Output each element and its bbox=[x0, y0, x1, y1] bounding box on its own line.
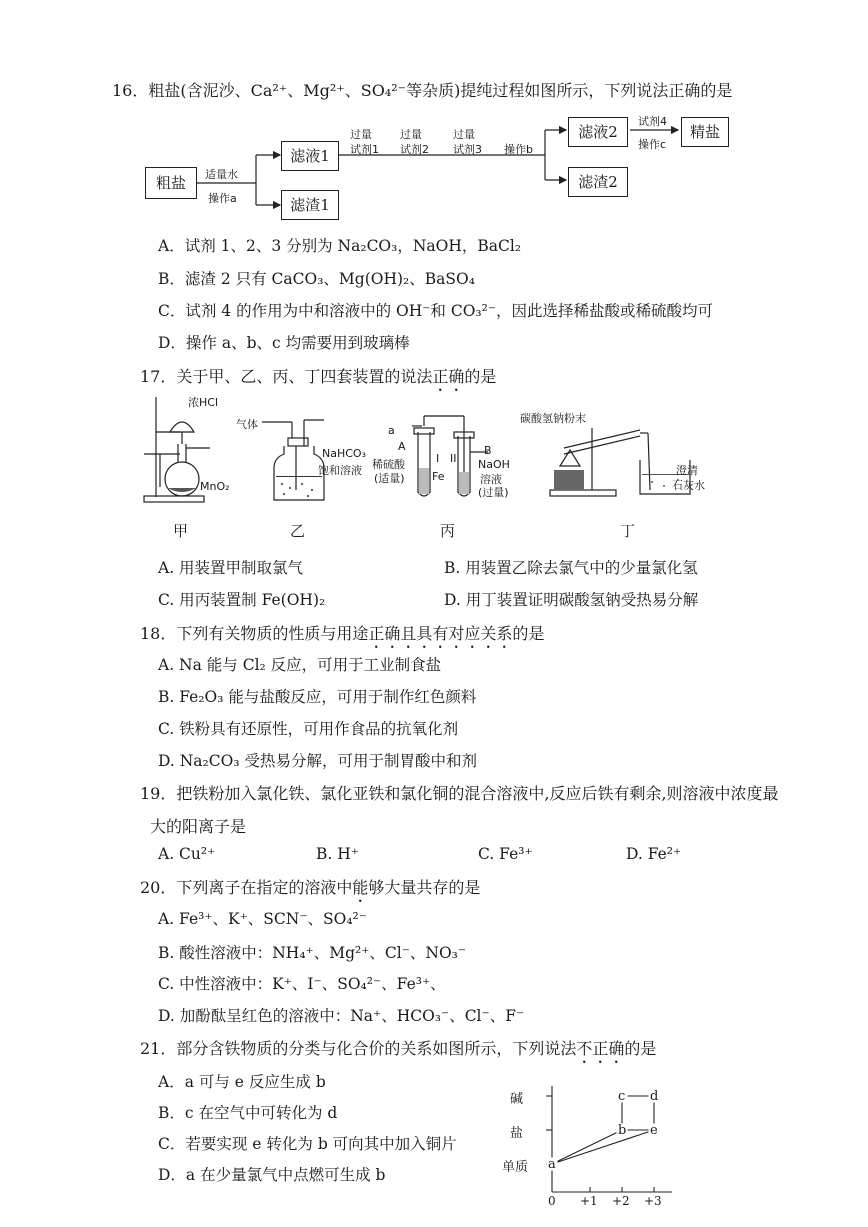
q21-stem-prefix: 21．部分含铁物质的分类与化合价的关系如图所示，下列说法 bbox=[140, 1039, 577, 1058]
q19-stem-line1: 19．把铁粉加入氯化铁、氯化亚铁和氯化铜的混合溶液中,反应后铁有剩余,则溶液中浓度最 bbox=[140, 784, 779, 803]
filtrate2-box: 滤液2 bbox=[568, 117, 628, 147]
q20-option-a: A. Fe³⁺、K⁺、SCN⁻、SO₄²⁻ bbox=[158, 910, 367, 928]
q18-option-a: A. Na 能与 Cl₂ 反应，可用于工业制食盐 bbox=[158, 656, 442, 674]
tube-ii-label: II bbox=[450, 452, 457, 465]
reagent4-label: 试剂4 bbox=[638, 115, 667, 128]
q19-option-d: D. Fe²⁺ bbox=[626, 845, 682, 863]
crude-salt-box: 粗盐 bbox=[145, 167, 197, 199]
q20-option-c: C. 中性溶液中：K⁺、I⁻、SO₄²⁻、Fe³⁺、 bbox=[158, 975, 446, 993]
caption-jia: 甲 bbox=[173, 522, 189, 540]
water-label: 适量水 bbox=[205, 168, 238, 181]
q19-option-c: C. Fe³⁺ bbox=[478, 845, 533, 863]
valence-diagram-lines bbox=[500, 1078, 700, 1218]
q20-option-d: D. 加酚酞呈红色的溶液中：Na⁺、HCO₃⁻、Cl⁻、F⁻ bbox=[158, 1007, 525, 1025]
q17-option-b: B. 用装置乙除去氯气中的少量氯化氢 bbox=[444, 559, 698, 577]
q21-option-a: A．a 可与 e 反应生成 b bbox=[158, 1073, 326, 1091]
x-label-plus1: +1 bbox=[580, 1194, 598, 1208]
y-label-salt: 盐 bbox=[510, 1126, 524, 1141]
x-label-plus2: +2 bbox=[612, 1194, 630, 1208]
residue1-box: 滤渣1 bbox=[281, 190, 339, 220]
point-d: d bbox=[650, 1089, 659, 1104]
q20-stem-suffix: 够大量共存的是 bbox=[368, 878, 481, 897]
q16-option-b: B．滤渣 2 只有 CaCO₃、Mg(OH)₂、BaSO₄ bbox=[158, 270, 475, 288]
x-label-0: 0 bbox=[548, 1194, 556, 1208]
gas-label: 气体 bbox=[236, 418, 258, 431]
caption-yi: 乙 bbox=[290, 522, 306, 540]
point-e: e bbox=[650, 1123, 658, 1138]
refined-salt-box: 精盐 bbox=[681, 117, 729, 147]
reagent2-label: 试剂2 bbox=[400, 143, 429, 156]
reagent3-label: 试剂3 bbox=[453, 143, 482, 156]
nahco3-label: NaHCO₃ bbox=[322, 447, 366, 460]
naoh-label: NaOH bbox=[478, 458, 510, 471]
outlet-b-label: B bbox=[484, 444, 492, 457]
q17-stem-suffix: 的是 bbox=[464, 367, 497, 386]
filtrate1-box: 滤液1 bbox=[281, 141, 339, 171]
q16-option-d: D．操作 a、b、c 均需要用到玻璃棒 bbox=[158, 334, 410, 352]
q18-stem bbox=[140, 621, 544, 652]
op-c-label: 操作c bbox=[638, 138, 667, 151]
naoh-excess-label: (过量) bbox=[478, 486, 509, 499]
q18-stem-emph: 正确且具有对应关系 bbox=[368, 624, 513, 643]
q18-stem-prefix: 18．下列有关物质的性质与用途 bbox=[140, 624, 369, 643]
q20-stem bbox=[140, 875, 480, 906]
q19-option-a: A. Cu²⁺ bbox=[158, 845, 216, 863]
mno2-label: MnO₂ bbox=[200, 480, 230, 493]
point-c: c bbox=[618, 1089, 626, 1104]
caption-bing: 丙 bbox=[440, 522, 456, 540]
q18-option-d: D. Na₂CO₃ 受热易分解，可用于制胃酸中和剂 bbox=[158, 752, 477, 770]
q19-option-b: B. H⁺ bbox=[316, 845, 359, 863]
q21-stem-emph: 不正确 bbox=[576, 1039, 625, 1058]
q17-option-d: D. 用丁装置证明碳酸氢钠受热易分解 bbox=[444, 591, 699, 609]
excess-label-1: 过量 bbox=[350, 128, 372, 141]
excess-label-2: 过量 bbox=[400, 128, 422, 141]
q18-stem-suffix: 的是 bbox=[512, 624, 545, 643]
q20-stem-prefix: 20．下列离子在指定的溶液中 bbox=[140, 878, 353, 897]
naoh-solution-label: 溶液 bbox=[480, 473, 502, 486]
q21-option-d: D．a 在少量氯气中点燃可生成 b bbox=[158, 1166, 386, 1184]
q18-option-b: B. Fe₂O₃ 能与盐酸反应，可用于制作红色颜料 bbox=[158, 688, 477, 706]
q17-stem-emph: 正确 bbox=[432, 367, 465, 386]
tube-i-label: I bbox=[436, 452, 440, 465]
conc-hcl-label: 浓HCl bbox=[188, 396, 219, 409]
tube-a-label: A bbox=[398, 440, 406, 453]
caption-ding: 丁 bbox=[620, 522, 636, 540]
op-b-label: 操作b bbox=[504, 143, 533, 156]
q16-option-a: A．试剂 1、2、3 分别为 Na₂CO₃，NaOH，BaCl₂ bbox=[158, 237, 522, 255]
point-b: b bbox=[618, 1123, 627, 1138]
q20-stem-emph: 能 bbox=[352, 878, 369, 897]
saturated-solution-label: 饱和溶液 bbox=[318, 464, 362, 477]
q17-option-c: C. 用丙装置制 Fe(OH)₂ bbox=[158, 591, 326, 609]
reagent1-label: 试剂1 bbox=[350, 143, 379, 156]
limewater-label-1: 澄清 bbox=[676, 464, 698, 477]
dilute-sulfuric-amount-label: (适量) bbox=[374, 472, 405, 485]
limewater-label-2: 石灰水 bbox=[672, 479, 705, 492]
residue2-box: 滤渣2 bbox=[568, 167, 628, 197]
point-a: a bbox=[548, 1157, 556, 1172]
dilute-sulfuric-label: 稀硫酸 bbox=[372, 458, 405, 471]
q21-stem-suffix: 的是 bbox=[624, 1039, 657, 1058]
fe-label: Fe bbox=[432, 470, 445, 483]
q17-option-a: A. 用装置甲制取氯气 bbox=[158, 559, 304, 577]
valve-a-label: a bbox=[388, 424, 395, 437]
flowchart-arrows bbox=[0, 0, 868, 240]
x-label-plus3: +3 bbox=[644, 1194, 662, 1208]
q17-stem bbox=[140, 364, 496, 395]
y-label-element: 单质 bbox=[502, 1160, 529, 1175]
sodium-bicarbonate-powder-label: 碳酸氢钠粉末 bbox=[520, 412, 586, 425]
q21-option-b: B．c 在空气中可转化为 d bbox=[158, 1104, 338, 1122]
q18-option-c: C. 铁粉具有还原性，可用作食品的抗氧化剂 bbox=[158, 720, 459, 738]
excess-label-3: 过量 bbox=[453, 128, 475, 141]
q19-stem-line2: 大的阳离子是 bbox=[150, 817, 247, 836]
y-label-base: 碱 bbox=[510, 1092, 524, 1107]
q16-option-c: C．试剂 4 的作用为中和溶液中的 OH⁻和 CO₃²⁻，因此选择稀盐酸或稀硫酸均可 bbox=[158, 302, 714, 320]
q21-stem bbox=[140, 1036, 656, 1067]
q21-option-c: C．若要实现 e 转化为 b 可向其中加入铜片 bbox=[158, 1135, 457, 1153]
q17-stem-prefix: 17．关于甲、乙、丙、丁四套装置的说法 bbox=[140, 367, 433, 386]
q16-stem: 16．粗盐(含泥沙、Ca²⁺、Mg²⁺、SO₄²⁻等杂质)提纯过程如图所示，下列说法正确的是 bbox=[112, 81, 733, 100]
q20-option-b: B. 酸性溶液中：NH₄⁺、Mg²⁺、Cl⁻、NO₃⁻ bbox=[158, 944, 467, 962]
op-a-label: 操作a bbox=[208, 192, 237, 205]
